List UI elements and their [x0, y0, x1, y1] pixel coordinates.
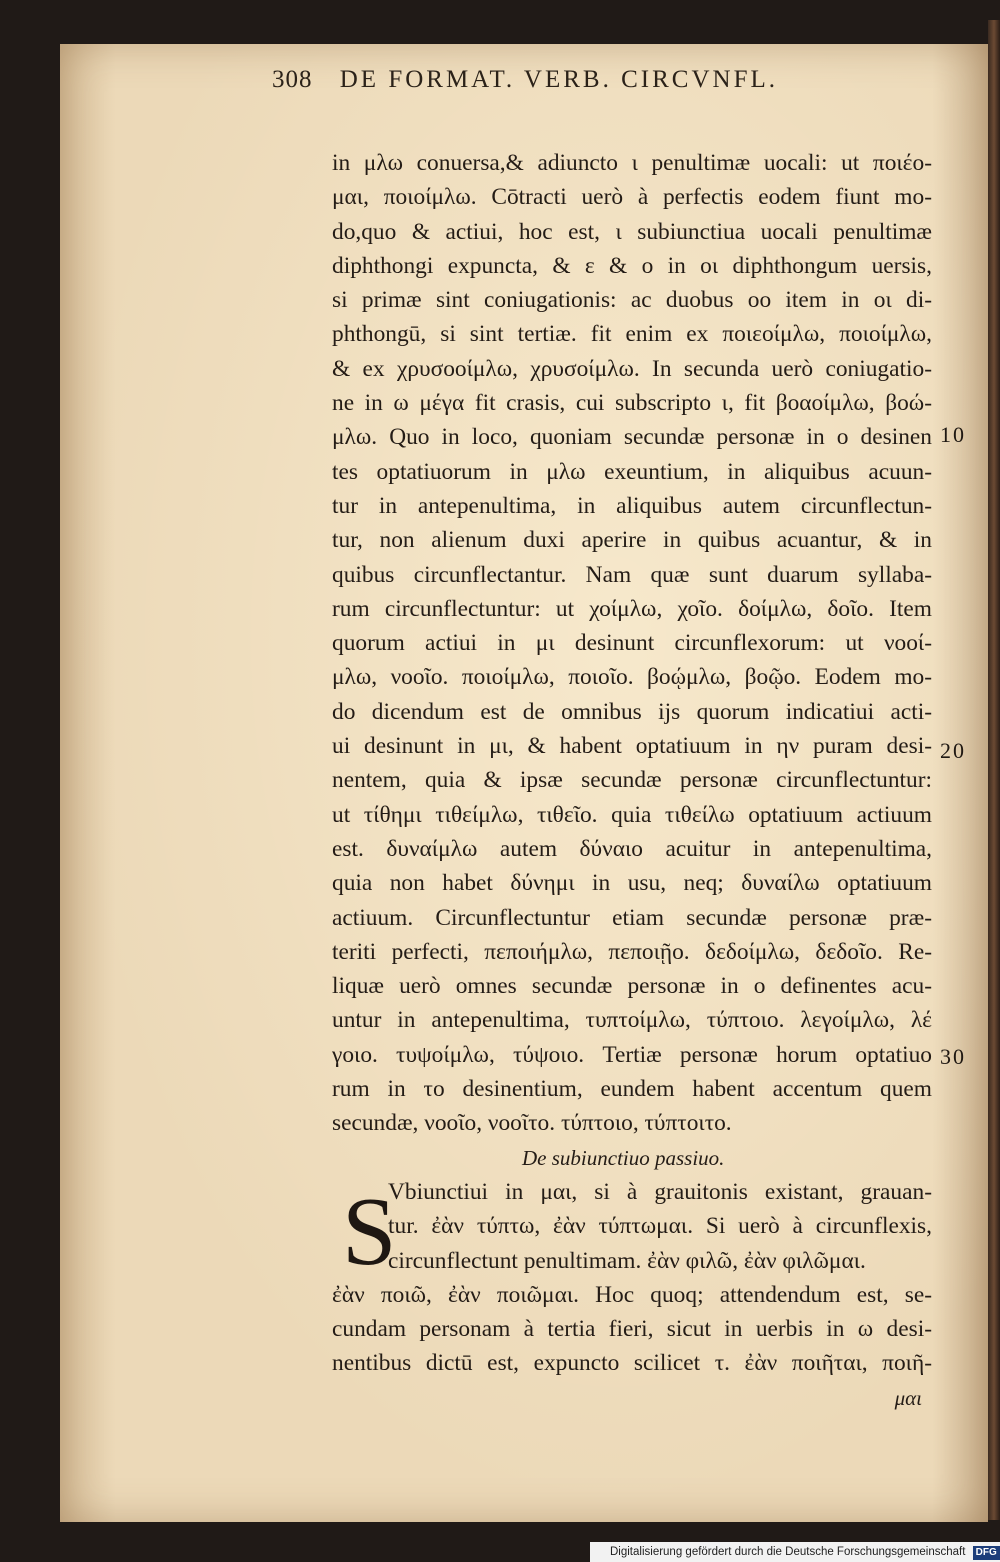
section-heading: De subiunctiuo passiuo.	[522, 1145, 725, 1170]
paragraph-optatives	[332, 146, 932, 1141]
text-line: & ex χρυσοοίμλω, χρυσοίμλω. In secunda uerò coniugatio-	[332, 355, 932, 382]
running-title: DE FORMAT. VERB. CIRCVNFL.	[339, 66, 778, 93]
text-line: μαι, ποιοίμλω. Cōtracti uerò à perfectis eodem fiunt mo-	[332, 184, 932, 211]
text-line: do dicendum est de omnibus ijs quorum indicatiui acti-	[332, 698, 932, 725]
text-line: tur. ἐὰν τύπτω, ἐὰν τύπτωμαι. Si uerò à circunflexis,	[388, 1213, 932, 1240]
text-line: secundæ, νοοῖο, νοοῖτο. τύπτοιο, τύπτοιτο.	[332, 1110, 732, 1137]
dfg-logo: DFG	[973, 1546, 1000, 1560]
text-line: nentem, quia & ipsæ secundæ personæ circunflectuntur:	[332, 767, 932, 794]
text-line: nentibus dictū est, expuncto scilicet τ. ἐὰν ποιῆται, ποιῆ-	[332, 1350, 932, 1377]
text-line: tes optatiuorum in μλω exeuntium, in aliquibus acuun-	[332, 458, 932, 485]
text-line: tur, non alienum duxi aperire in quibus acuantur, & in	[332, 527, 932, 554]
text-line: in μλω conuersa,& adiuncto ι penultimæ uocali: ut ποιέο-	[332, 150, 932, 176]
drop-cap: S	[342, 1177, 397, 1286]
text-line: actiuum. Circunflectuntur etiam secundæ personæ præ-	[332, 904, 932, 931]
text-line: rum circunflectuntur: ut χοίμλω, χοῖο. δοίμλω, δοῖο. Item	[332, 595, 932, 622]
margin-line-number: 10	[940, 422, 966, 447]
text-line: ut τίθημι τιθείμλω, τιθεῖο. quia τιθείλω optatiuum actiuum	[332, 801, 932, 828]
book-spine	[988, 20, 1000, 1520]
text-line: μλω, νοοῖο. ποιοίμλω, ποιοῖο. βοῴμλω, βοῷο. Eodem mo-	[332, 664, 932, 691]
text-line: quorum actiui in μι desinunt circunflexorum: ut νοοί-	[332, 630, 932, 657]
text-line: si primæ sint coniugationis: ac duobus οο item in οι di-	[332, 287, 932, 314]
running-header	[272, 66, 972, 94]
digitization-footer	[590, 1542, 1000, 1562]
text-line: untur in antepenultima, τυπτοίμλω, τύπτοιο. λεγοίμλω, λέ	[332, 1007, 932, 1034]
text-line: rum in το desinentium, eundem habent accentum quem	[332, 1076, 932, 1103]
paragraph-subjunctive	[332, 1175, 932, 1381]
text-line: diphthongi expuncta, & ε & ο in οι diphthongum uersis,	[332, 252, 932, 279]
text-line: est. δυναίμλω autem δύναιο acuitur in antepenultima,	[332, 835, 932, 862]
text-line: teriti perfecti, πεποιήμλω, πεποιῇο. δεδοίμλω, δεδοῖο. Re-	[332, 938, 932, 965]
text-line: do,quo & actiui, hoc est, ι subiunctiua uocali penultimæ	[332, 218, 932, 245]
text-line: Vbiunctiui in μαι, si à grauitonis existant, grauan-	[388, 1178, 932, 1205]
text-line: liquæ uerò omnes secundæ personæ in ο definentes acu-	[332, 973, 932, 1000]
text-line: phthongū, si sint tertiæ. fit enim ex ποιεοίμλω, ποιοίμλω,	[332, 321, 932, 348]
page-number: 308	[272, 66, 313, 93]
text-line: γοιο. τυψοίμλω, τύψοιο. Tertiæ personæ horum optatiuo	[332, 1041, 932, 1068]
text-line: quibus circunflectantur. Nam quæ sunt duarum syllaba-	[332, 561, 932, 588]
text-line: tur in antepenultima, in aliquibus autem circunflectun-	[332, 492, 932, 519]
page-body	[332, 146, 932, 1415]
text-line: circunflectunt penultimam. ἐὰν φιλῶ, ἐὰν φιλῶμαι.	[388, 1247, 866, 1274]
catchword: μαι	[894, 1385, 922, 1410]
margin-line-number: 30	[940, 1044, 966, 1069]
text-line: quia non habet δύνημι in usu, neq; δυναίλω optatiuum	[332, 870, 932, 897]
text-line: cundam personam à tertia fieri, sicut in uerbis in ω desi-	[332, 1316, 932, 1343]
text-line: μλω. Quo in loco, quoniam secundæ personæ in ο desinen	[332, 424, 932, 451]
margin-line-number: 20	[940, 738, 966, 763]
footer-text: Digitalisierung gefördert durch die Deutsche Forschungsgemeinschaft	[610, 1546, 966, 1558]
text-line: ui desinunt in μι, & habent optatiuum in ην puram desi-	[332, 733, 932, 760]
text-line: ne in ω μέγα fit crasis, cui subscripto ι, fit βοαοίμλω, βοώ-	[332, 390, 932, 417]
text-line: ἐὰν ποιῶ, ἐὰν ποιῶμαι. Hoc quoq; attendendum est, se-	[332, 1281, 932, 1308]
